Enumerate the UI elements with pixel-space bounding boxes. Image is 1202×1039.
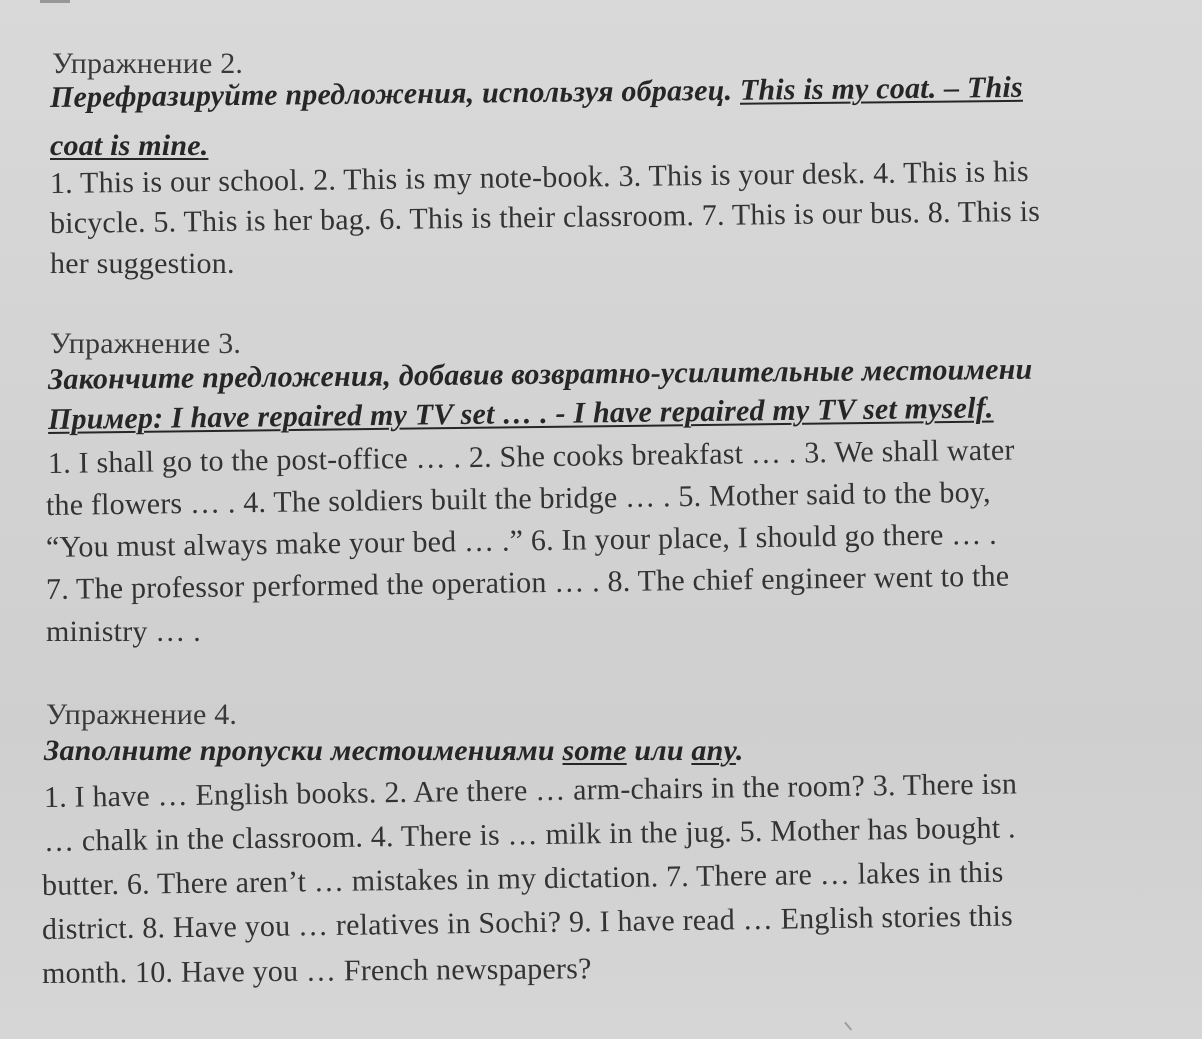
exercise-2-instruction-text: Перефразируйте предложения, используя образец. xyxy=(49,73,741,114)
exercise-3-instruction: Закончите предложения, добавив возвратно-усилительные местоимени xyxy=(47,352,1033,396)
exercise-4-word-any: any xyxy=(691,734,736,767)
exercise-4-word-some: some xyxy=(562,734,627,767)
exercise-3-line-3: “You must always make your bed … .” 6. In your place, I should go there … . xyxy=(45,517,998,564)
exercise-2-heading: Упражнение 2. xyxy=(52,47,244,80)
exercise-4-line-1: 1. I have … English books. 2. Are there … arm-chairs in the room? 3. There isn xyxy=(43,767,1018,814)
exercise-4-instruction xyxy=(44,733,744,769)
exercise-4-line-5: month. 10. Have you … French newspapers? xyxy=(41,952,592,990)
exercise-3-line-2: the flowers … . 4. The soldiers built the bridge … . 5. Mother said to the boy, xyxy=(45,475,991,522)
exercise-2-example-part2: coat is mine. xyxy=(50,129,209,162)
exercise-4-heading: Упражнение 4. xyxy=(46,698,238,731)
exercise-4-line-2: … chalk in the classroom. 4. There is … milk in the jug. 5. Mother has bought . xyxy=(43,811,1016,858)
exercise-3-line-1: 1. I shall go to the post-office … . 2. She cooks breakfast … . 3. We shall water xyxy=(47,433,1015,480)
pencil-mark xyxy=(844,1015,860,1030)
exercise-3-example: Пример: I have repaired my TV set … . - I have repaired my TV set myself. xyxy=(47,391,994,436)
exercise-4-line-4: district. 8. Have you … relatives in Sochi? 9. I have read … English stories this xyxy=(41,899,1014,946)
exercise-4-instruction-end: . xyxy=(735,734,744,767)
exercise-4-line-3: butter. 6. There aren’t … mistakes in my dictation. 7. There are … lakes in this xyxy=(41,855,1004,902)
top-edge-mark xyxy=(40,0,70,3)
exercise-4-instruction-text: Заполните пропуски местоимениями xyxy=(44,734,563,767)
exercise-2-instruction-cont xyxy=(50,128,208,164)
exercise-2-example-part1: This is my coat. – This xyxy=(739,70,1024,107)
exercise-2-line-3: her suggestion. xyxy=(50,247,235,280)
exercise-2-line-1: 1. This is our school. 2. This is my note-book. 3. This is your desk. 4. This is his xyxy=(49,155,1029,200)
exercise-4-instruction-or: или xyxy=(626,734,692,767)
exercise-3-line-4: 7. The professor performed the operation … . 8. The chief engineer went to the xyxy=(45,559,1010,606)
exercise-3-line-5: ministry … . xyxy=(46,615,201,648)
exercise-3-heading: Упражнение 3. xyxy=(50,327,242,360)
exercise-2-line-2: bicycle. 5. This is her bag. 6. This is their classroom. 7. This is our bus. 8. This is xyxy=(49,194,1041,240)
